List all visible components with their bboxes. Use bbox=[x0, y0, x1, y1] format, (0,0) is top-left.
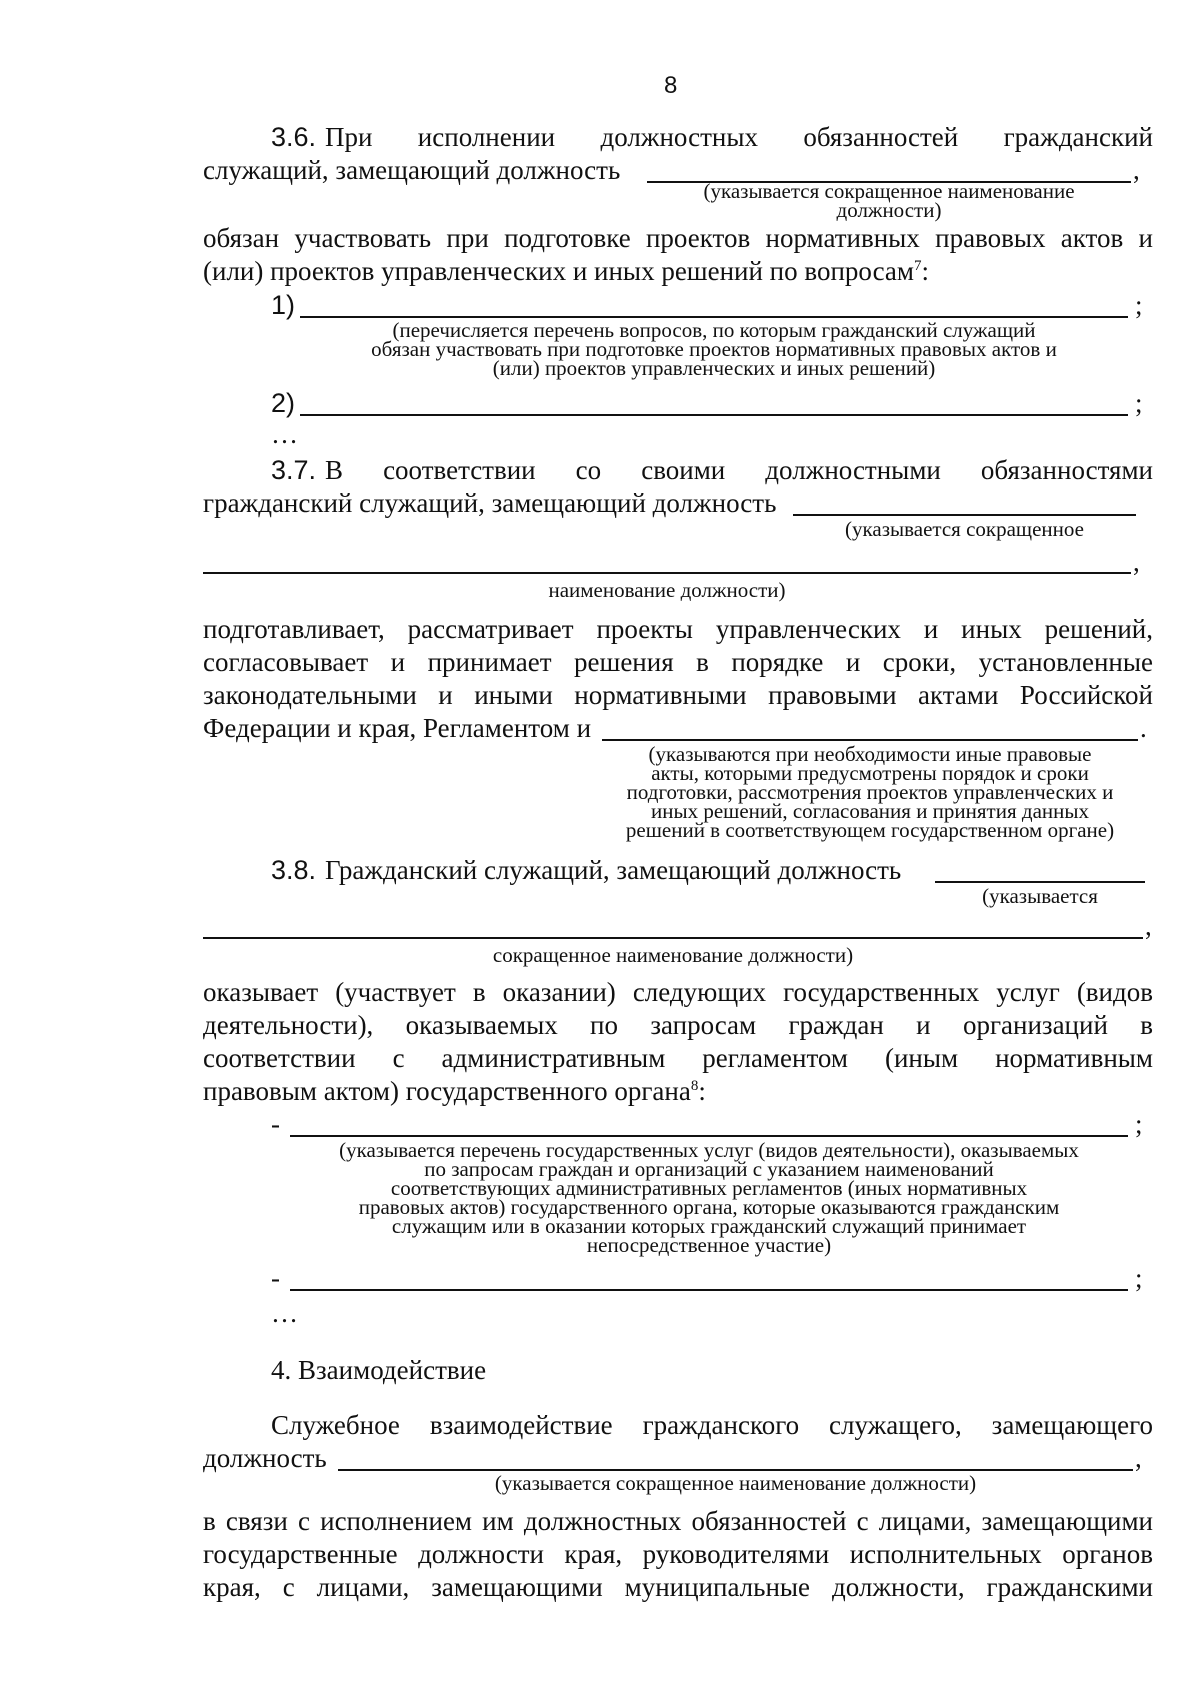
section-3-7-line-2: гражданский служащий, замещающий должность bbox=[203, 488, 777, 518]
position-blank-line bbox=[935, 881, 1145, 883]
position-note-part-1: (указывается bbox=[982, 884, 1098, 908]
legal-acts-note: (указываются при необходимости иные правовые акты, которыми предусмотрены порядок и сроки подготовки, рассмотрения проектов управленческих и иных решений, согласования и принятия данных решений в соответствующем государственном органе) bbox=[625, 742, 1115, 842]
period: . bbox=[1140, 713, 1147, 743]
item-1-label: 1) bbox=[271, 290, 296, 320]
page-number: 8 bbox=[664, 72, 678, 99]
questions-note: (перечисляется перечень вопросов, по которым гражданский служащий обязан участвовать при подготовке проектов нормативных правовых актов и (или) проектов управленческих и иных решений) bbox=[371, 318, 1057, 380]
section-3-8-line-1: Гражданский служащий, замещающий должность bbox=[325, 855, 902, 885]
semicolon: ; bbox=[1135, 1109, 1143, 1139]
section-3-6-line-2: служащий, замещающий должность bbox=[203, 155, 621, 185]
section-3-8-line-5: правовым актом) государственного органа$^8$: bbox=[203, 1076, 706, 1106]
comma: , bbox=[1133, 547, 1140, 577]
position-blank-line bbox=[793, 514, 1136, 516]
section-4-line-1: Служебное взаимодействие гражданского служащего, замещающего bbox=[271, 1410, 1153, 1440]
section-4-line-5: края, с лицами, замещающими муниципальные должности, гражданскими bbox=[203, 1572, 1153, 1602]
section-4-line-2: должность bbox=[203, 1443, 327, 1473]
section-3-7-line-6: Федерации и края, Регламентом и bbox=[203, 713, 592, 743]
section-3-8-line-4: соответствии с административным регламентом (иным нормативным bbox=[203, 1043, 1153, 1073]
footnote-ref-8: 8 bbox=[690, 1078, 699, 1094]
section-3-8-line-2: оказывает (участвует в оказании) следующих государственных услуг (видов bbox=[203, 977, 1153, 1007]
section-3-7-line-3: подготавливает, рассматривает проекты управленческих и иных решений, bbox=[203, 614, 1153, 644]
section-3-7-line-4: согласовывает и принимает решения в порядке и сроки, установленные bbox=[203, 647, 1153, 677]
section-3-8-number: 3.8. bbox=[271, 855, 317, 885]
footnote-ref-7: 7 bbox=[913, 258, 922, 274]
dash-1: - bbox=[271, 1109, 280, 1139]
section-3-6-number: 3.6. bbox=[271, 122, 317, 152]
dash-2: - bbox=[271, 1263, 280, 1293]
section-3-8-line-3: деятельности), оказываемых по запросам граждан и организаций в bbox=[203, 1010, 1153, 1040]
position-note: (указывается сокращенное наименование должности) bbox=[703, 179, 1075, 222]
position-blank-line-continued bbox=[203, 572, 1131, 574]
position-note-part-1: (указывается сокращенное bbox=[845, 517, 1084, 541]
services-blank-line-1 bbox=[290, 1135, 1128, 1137]
position-note: (указывается сокращенное наименование должности) bbox=[494, 1471, 977, 1495]
ellipsis: … bbox=[271, 1298, 298, 1328]
services-note: (указывается перечень государственных услуг (видов деятельности), оказываемых по запросам граждан и организаций с указанием наименований соответствующих административных регламентов (иных нормативных правовых актов) государственного органа, которые оказываются гражданским служащим или в оказании которых гражданский служащий принимает непосредственное участие) bbox=[339, 1138, 1079, 1257]
position-note-part-2: сокращенное наименование должности) bbox=[492, 943, 854, 967]
section-3-7-line-1: В соответствии со своими должностными обязанностями bbox=[325, 455, 1153, 485]
item-2-blank-line bbox=[300, 414, 1128, 416]
item-2-label: 2) bbox=[271, 388, 296, 418]
section-4-heading: 4. Взаимодействие bbox=[271, 1355, 487, 1385]
section-3-7-number: 3.7. bbox=[271, 455, 317, 485]
ellipsis: … bbox=[271, 419, 298, 449]
comma: , bbox=[1145, 911, 1152, 941]
services-blank-line-2 bbox=[290, 1289, 1128, 1291]
comma: , bbox=[1133, 155, 1140, 185]
section-3-6-line-1: При исполнении должностных обязанностей гражданский bbox=[325, 122, 1153, 152]
semicolon: ; bbox=[1135, 1263, 1143, 1293]
semicolon: ; bbox=[1135, 290, 1143, 320]
section-3-7-line-5: законодательными и иными нормативными правовыми актами Российской bbox=[203, 680, 1153, 710]
semicolon: ; bbox=[1135, 388, 1143, 418]
section-3-6-line-4: (или) проектов управленческих и иных решений по вопросам$^7$: bbox=[203, 256, 929, 286]
section-4-line-3: в связи с исполнением им должностных обязанностей с лицами, замещающими bbox=[203, 1506, 1153, 1536]
section-4-line-4: государственные должности края, руководителями исполнительных органов bbox=[203, 1539, 1153, 1569]
position-note-part-2: наименование должности) bbox=[548, 578, 786, 602]
position-blank-line-continued bbox=[203, 937, 1143, 939]
comma: , bbox=[1135, 1443, 1142, 1473]
section-3-6-line-3: обязан участвовать при подготовке проектов нормативных правовых актов и bbox=[203, 223, 1153, 253]
legal-acts-blank-line bbox=[602, 739, 1138, 741]
